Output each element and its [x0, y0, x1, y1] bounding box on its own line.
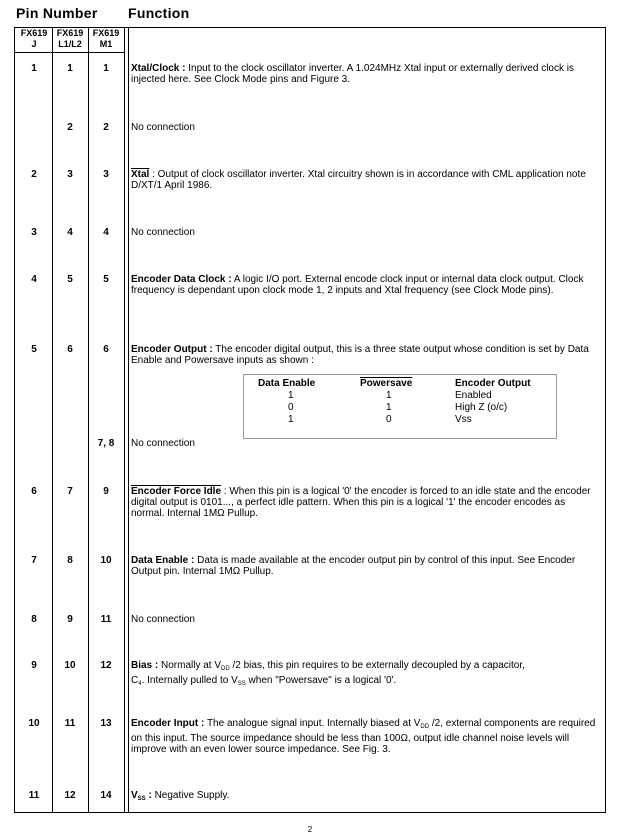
- pin-m: 1: [103, 63, 109, 74]
- pin-l: 1: [67, 63, 73, 74]
- pin-l: 9: [67, 614, 73, 625]
- pin-j: 2: [31, 169, 37, 180]
- pin-l: 12: [64, 790, 76, 801]
- pin-j: 9: [31, 660, 37, 671]
- pin-m: 13: [100, 718, 112, 729]
- pin-description: Encoder Input : The analogue signal input. Internally biased at $V_{DD}$ /2, external components are required on this input. The source impedance should be less than 100Ω, output idle channel noise levels will improve with an even lower source impedance. See Fig. 3.: [131, 718, 596, 755]
- table-cell: 1: [288, 414, 294, 425]
- table-cell: 1: [386, 402, 392, 413]
- pin-m: 3: [103, 169, 109, 180]
- function-heading: Function: [128, 5, 190, 21]
- table-cell: 0: [386, 414, 392, 425]
- pin-m: 5: [103, 274, 109, 285]
- pin-j: 1: [31, 63, 37, 74]
- pin-j: 11: [28, 790, 40, 801]
- pin-m: 9: [103, 486, 109, 497]
- pin-description: Encoder Data Clock : A logic I/O port. External encode clock input or internal data clock output. Clock frequency is dependant upon clock mode 1, 2 inputs and Xtal frequency (see Clock Mode pins).: [131, 274, 584, 296]
- pin-j: 3: [31, 227, 37, 238]
- column-header-j: FX619 J: [20, 28, 48, 49]
- table-cell: 1: [288, 390, 294, 401]
- pin-description: Xtal : Output of clock oscillator inverter. Xtal circuitry shown is in accordance with CML application note D/XT/1 April 1986.: [131, 169, 586, 191]
- table-cell: 0: [288, 402, 294, 413]
- column-divider: [52, 27, 53, 813]
- pin-m: 7, 8: [97, 438, 115, 449]
- pin-l: 4: [67, 227, 73, 238]
- pin-description: No connection: [131, 122, 195, 133]
- pin-m: 12: [100, 660, 112, 671]
- pin-m: 10: [100, 555, 112, 566]
- pin-l: 7: [67, 486, 73, 497]
- pin-l: 2: [67, 122, 73, 133]
- table-header: Powersave: [360, 378, 413, 389]
- pin-number-heading: Pin Number: [16, 5, 98, 21]
- pin-description: Encoder Output : The encoder digital output, this is a three state output whose condition is set by Data Enable and Powersave inputs as shown :: [131, 344, 589, 366]
- pin-j: 8: [31, 614, 37, 625]
- pin-description: Data Enable : Data is made available at the encoder output pin by control of this input. See Encoder Output pin. Internal 1MΩ Pullup.: [131, 555, 576, 577]
- pin-description: Xtal/Clock : Input to the clock oscillator inverter. A 1.024MHz Xtal input or externally derived clock is injected here. See Clock Mode pins and Figure 3.: [131, 63, 574, 85]
- pin-description: Bias : Normally at $V_{DD}$ /2 bias, this pin requires to be externally decoupled by a capacitor, $C_4$. Internally pulled to $V_{SS}$ when "Powersave" is a logical '0'.: [131, 660, 525, 687]
- pin-l: 10: [64, 660, 76, 671]
- table-cell: High Z (o/c): [455, 402, 508, 413]
- column-header-m: FX619 M1: [92, 28, 120, 49]
- pin-m: 6: [103, 344, 109, 355]
- pin-m: 11: [100, 614, 112, 625]
- table-header: Data Enable: [258, 378, 316, 389]
- column-divider: [124, 27, 125, 813]
- pin-m: 14: [100, 790, 112, 801]
- pin-l: 5: [67, 274, 73, 285]
- table-cell: 1: [386, 390, 392, 401]
- pin-j: 6: [31, 486, 37, 497]
- column-divider: [128, 27, 129, 813]
- page-number: 2: [307, 825, 313, 834]
- pin-m: 2: [103, 122, 109, 133]
- pin-m: 4: [103, 227, 109, 238]
- pin-j: 5: [31, 344, 37, 355]
- pin-j: 4: [31, 274, 37, 285]
- header-divider: [14, 52, 124, 53]
- pin-j: 7: [31, 555, 37, 566]
- pin-description: $V_{SS}$ : Negative Supply.: [131, 790, 230, 802]
- encoder-output-state-table: [243, 374, 557, 439]
- pin-j: 10: [28, 718, 40, 729]
- column-divider: [88, 27, 89, 813]
- pin-l: 6: [67, 344, 73, 355]
- pin-description: No connection: [131, 438, 195, 449]
- pin-description: No connection: [131, 227, 195, 238]
- table-cell: Enabled: [455, 390, 492, 401]
- pin-l: 11: [64, 718, 76, 729]
- pin-description: Encoder Force Idle : When this pin is a logical '0' the encoder is forced to an idle state and the encoder digital output is 0101..., a perfect idle pattern. When this pin is a logical '1' the encoder encodes as normal. Internal 1MΩ Pullup.: [131, 486, 591, 519]
- table-header: Encoder Output: [455, 378, 531, 389]
- table-cell: Vss: [455, 414, 472, 425]
- pin-l: 3: [67, 169, 73, 180]
- pin-l: 8: [67, 555, 73, 566]
- column-header-l: FX619 L1/L2: [56, 28, 84, 49]
- pin-description: No connection: [131, 614, 195, 625]
